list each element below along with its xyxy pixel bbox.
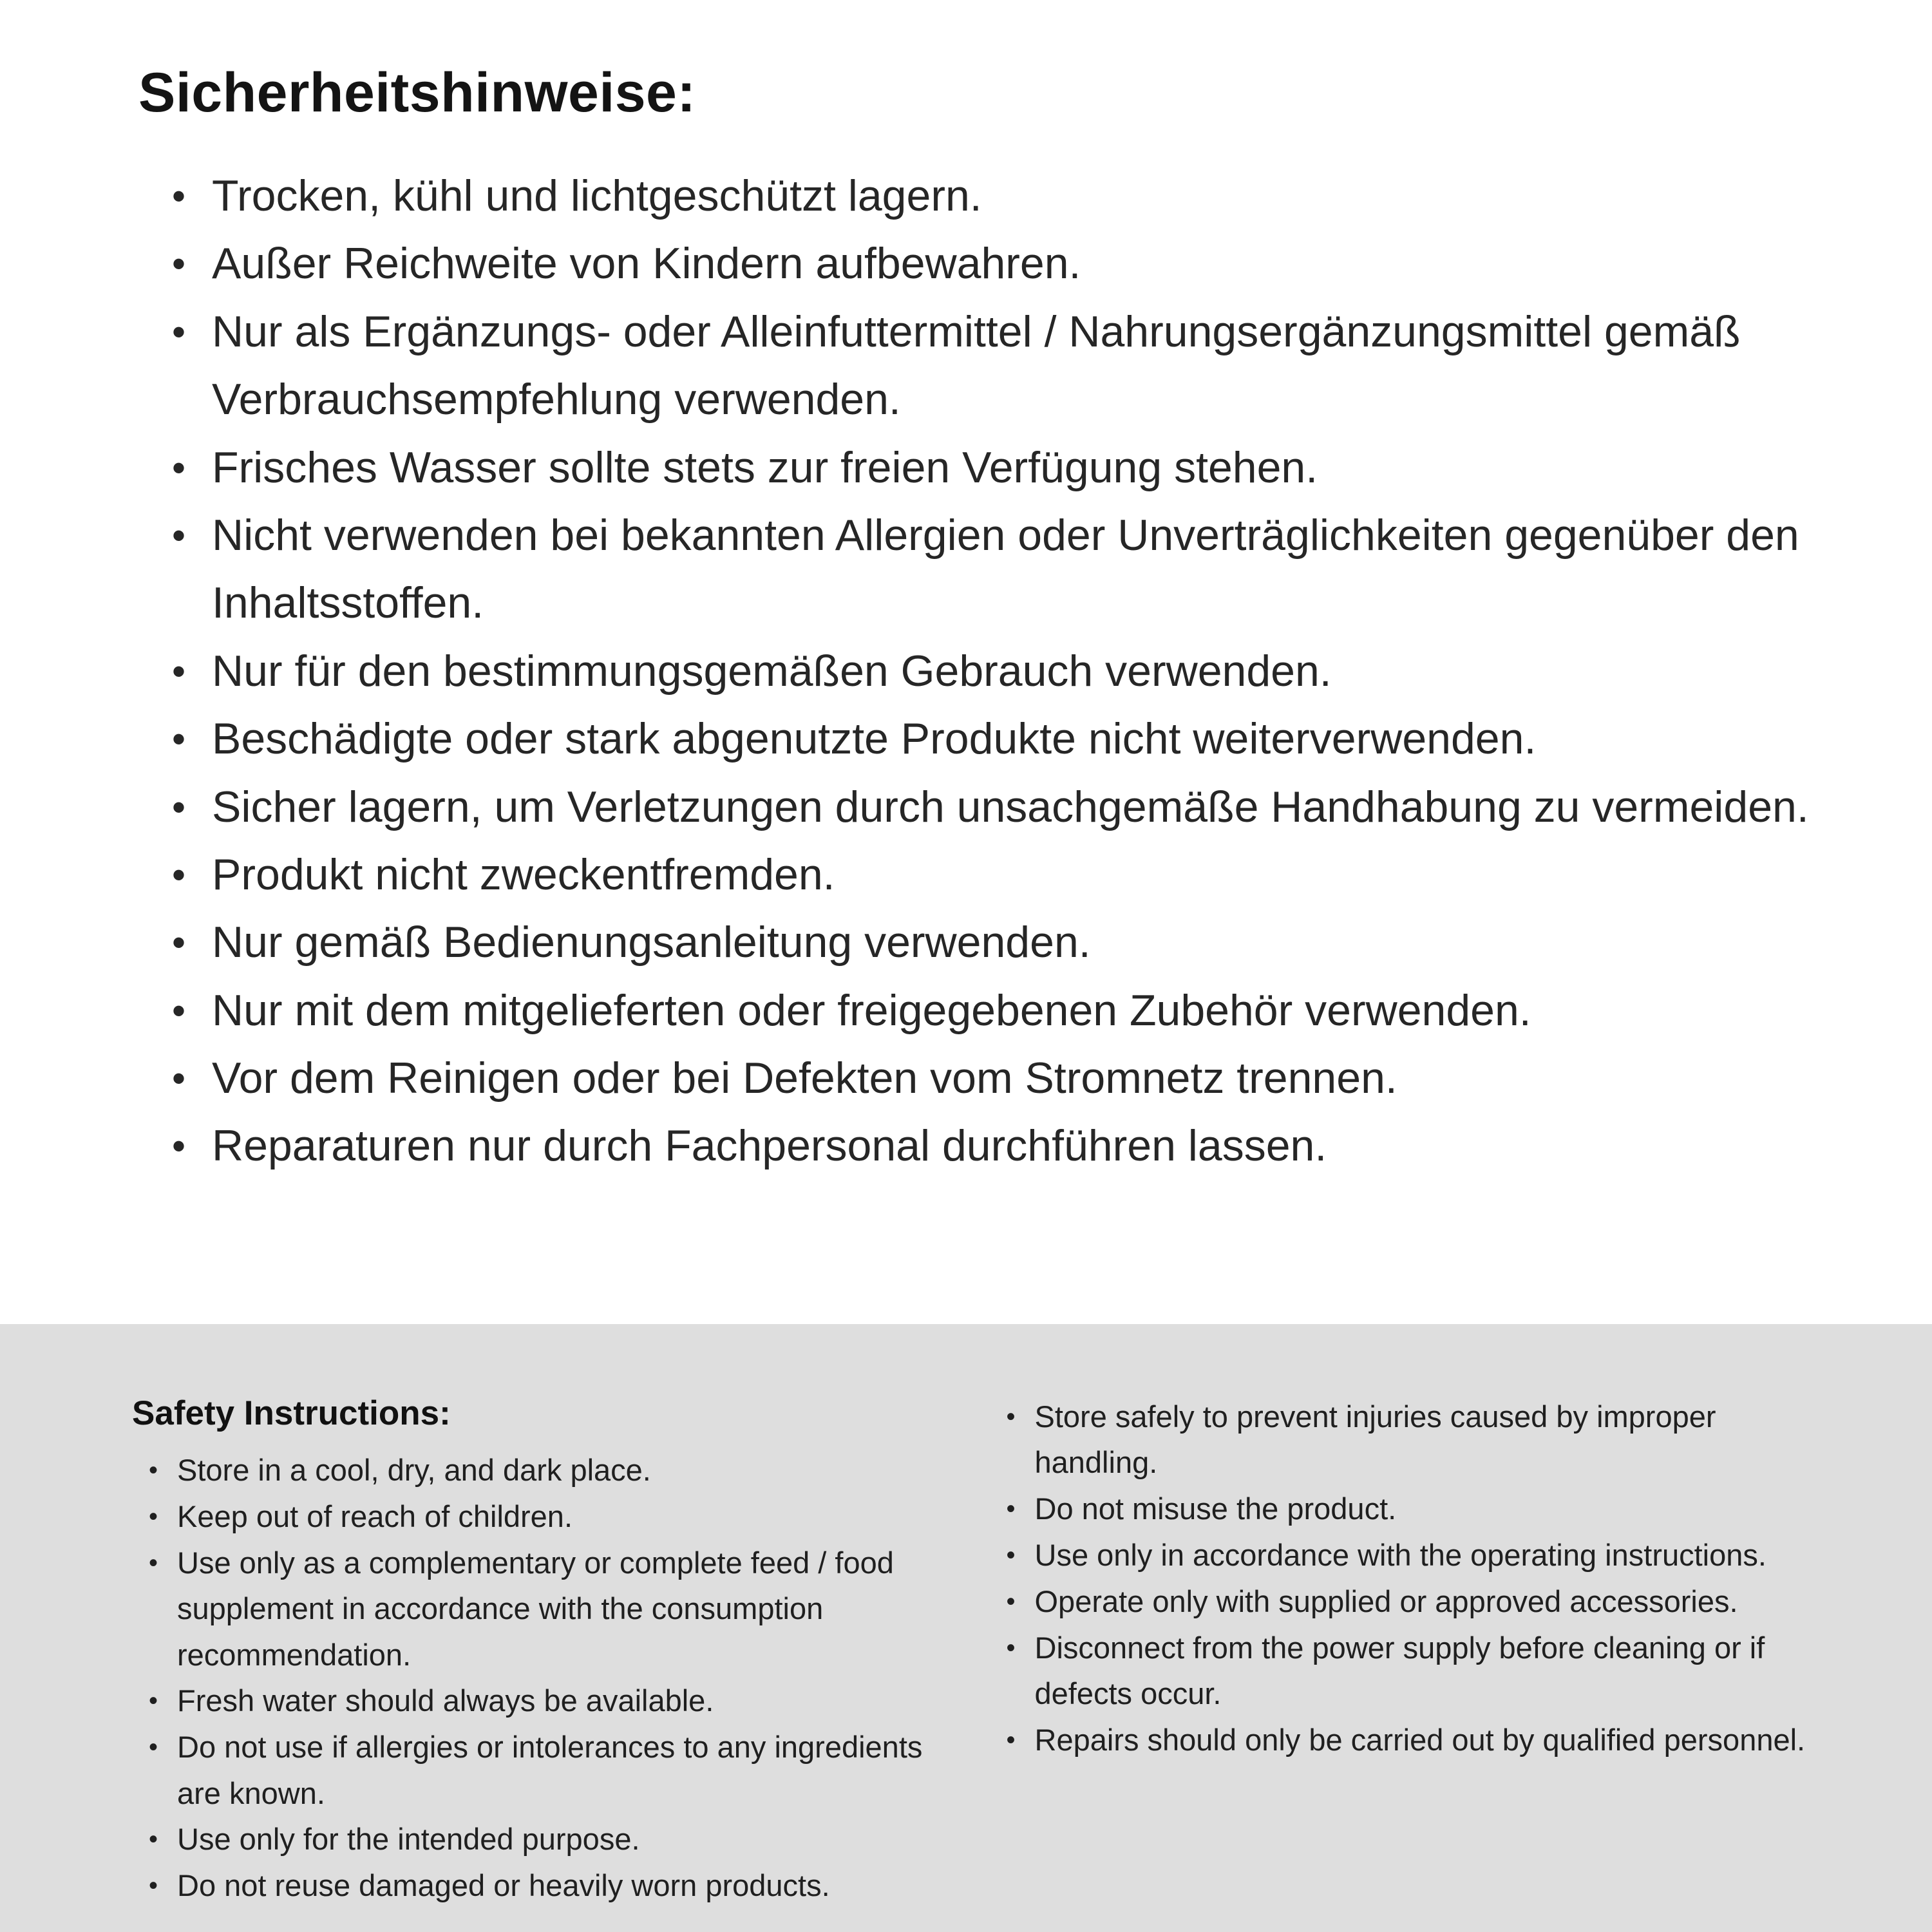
bullet-item — [132, 1447, 949, 1493]
bullet-text: Frisches Wasser sollte stets zur freien Verfügung stehen. — [212, 442, 1318, 492]
bullet-marker: • — [172, 446, 186, 489]
bullet-text: Store in a cool, dry, and dark place. — [177, 1453, 651, 1487]
english-safety-section — [0, 1324, 1932, 1932]
bullet-item — [138, 977, 1826, 1045]
bullet-item — [132, 1678, 949, 1724]
bullet-item — [1007, 1486, 1823, 1532]
bullet-text: Reparaturen nur durch Fachpersonal durchführen lassen. — [212, 1121, 1327, 1171]
bullet-text: Beschädigte oder stark abgenutzte Produkte nicht weiterverwenden. — [212, 714, 1537, 764]
bullet-item — [138, 1045, 1826, 1112]
bullet-marker: • — [149, 1871, 158, 1900]
bullet-item — [132, 1724, 949, 1816]
bullet-item — [138, 162, 1826, 230]
bullet-text: Store safely to prevent injuries caused by improper handling. — [1034, 1399, 1716, 1480]
bullet-text: Nicht verwenden bei bekannten Allergien oder Unverträglichkeiten gegenüber den Inhaltsstoffen. — [212, 510, 1799, 628]
bullet-marker: • — [149, 1733, 158, 1762]
english-left-column — [132, 1394, 949, 1932]
bullet-item — [132, 1493, 949, 1540]
bullet-text: Use only as a complementary or complete feed / food supplement in accordance with the consumption recommendation. — [177, 1546, 894, 1672]
bullet-marker: • — [1006, 1403, 1016, 1431]
bullet-text: Fresh water should always be available. — [177, 1683, 714, 1718]
bullet-item — [138, 502, 1826, 638]
bullet-marker: • — [149, 1687, 158, 1716]
bullet-item — [1007, 1394, 1823, 1486]
bullet-text: Produkt nicht zweckentfremden. — [212, 849, 835, 899]
bullet-marker: • — [1006, 1540, 1016, 1569]
bullet-item — [138, 298, 1826, 434]
bullet-marker: • — [172, 649, 186, 693]
bullet-item — [138, 434, 1826, 502]
bullet-marker: • — [172, 513, 186, 557]
bullet-text: Repairs should only be carried out by qualified personnel. — [1034, 1722, 1806, 1757]
bullet-item — [138, 773, 1826, 841]
bullet-text: Keep out of reach of children. — [177, 1499, 573, 1533]
bullet-text: Trocken, kühl und lichtgeschützt lagern. — [212, 171, 982, 220]
bullet-text: Use only for the intended purpose. — [177, 1822, 640, 1857]
bullet-item — [132, 1540, 949, 1678]
bullet-marker: • — [149, 1502, 158, 1531]
english-left-bullet-list — [132, 1447, 949, 1909]
bullet-item — [1007, 1717, 1823, 1763]
bullet-item — [138, 705, 1826, 773]
german-section-title: Sicherheitshinweise: — [138, 62, 696, 124]
bullet-marker: • — [172, 1057, 186, 1101]
bullet-marker: • — [1006, 1494, 1016, 1523]
english-right-column — [1007, 1394, 1823, 1932]
bullet-item — [138, 1112, 1826, 1180]
bullet-text: Do not reuse damaged or heavily worn products. — [177, 1868, 830, 1903]
bullet-text: Use only in accordance with the operating instructions. — [1034, 1537, 1766, 1572]
bullet-text: Vor dem Reinigen oder bei Defekten vom Stromnetz trennen. — [212, 1054, 1397, 1103]
bullet-marker: • — [172, 1124, 186, 1168]
bullet-marker: • — [172, 921, 186, 965]
bullet-marker: • — [172, 242, 186, 286]
bullet-marker: • — [172, 785, 186, 829]
bullet-text: Do not misuse the product. — [1034, 1491, 1397, 1526]
english-right-bullet-list — [1007, 1394, 1823, 1763]
bullet-item — [1007, 1532, 1823, 1578]
bullet-item — [1007, 1578, 1823, 1625]
bullet-text: Do not use if allergies or intolerances to any ingredients are known. — [177, 1730, 923, 1810]
bullet-text: Operate only with supplied or approved accessories. — [1034, 1584, 1738, 1618]
bullet-marker: • — [149, 1549, 158, 1577]
bullet-item — [132, 1862, 949, 1909]
bullet-marker: • — [172, 717, 186, 761]
bullet-item — [138, 638, 1826, 705]
bullet-item — [138, 841, 1826, 909]
english-section-title: Safety Instructions: — [132, 1394, 451, 1432]
bullet-item — [138, 909, 1826, 976]
bullet-marker: • — [172, 310, 186, 354]
bullet-text: Nur für den bestimmungsgemäßen Gebrauch verwenden. — [212, 646, 1332, 696]
bullet-marker: • — [172, 853, 186, 896]
bullet-text: Nur gemäß Bedienungsanleitung verwenden. — [212, 918, 1091, 967]
bullet-item — [132, 1816, 949, 1862]
bullet-text: Außer Reichweite von Kindern aufbewahren. — [212, 239, 1081, 289]
bullet-text: Nur als Ergänzungs- oder Alleinfuttermittel / Nahrungsergänzungsmittel gemäß Verbrauchsempfehlung verwenden. — [212, 307, 1741, 424]
bullet-marker: • — [1006, 1633, 1016, 1662]
bullet-text: Nur mit dem mitgelieferten oder freigegebenen Zubehör verwenden. — [212, 985, 1531, 1035]
bullet-marker: • — [149, 1456, 158, 1484]
bullet-text: Sicher lagern, um Verletzungen durch unsachgemäße Handhabung zu vermeiden. — [212, 782, 1809, 831]
bullet-marker: • — [1006, 1587, 1016, 1616]
bullet-marker: • — [149, 1825, 158, 1854]
german-bullet-list — [138, 162, 1826, 1180]
bullet-marker: • — [172, 175, 186, 218]
bullet-item — [1007, 1625, 1823, 1717]
bullet-marker: • — [1006, 1725, 1016, 1754]
bullet-text: Disconnect from the power supply before cleaning or if defects occur. — [1034, 1630, 1765, 1711]
bullet-item — [138, 230, 1826, 298]
bullet-marker: • — [172, 989, 186, 1032]
